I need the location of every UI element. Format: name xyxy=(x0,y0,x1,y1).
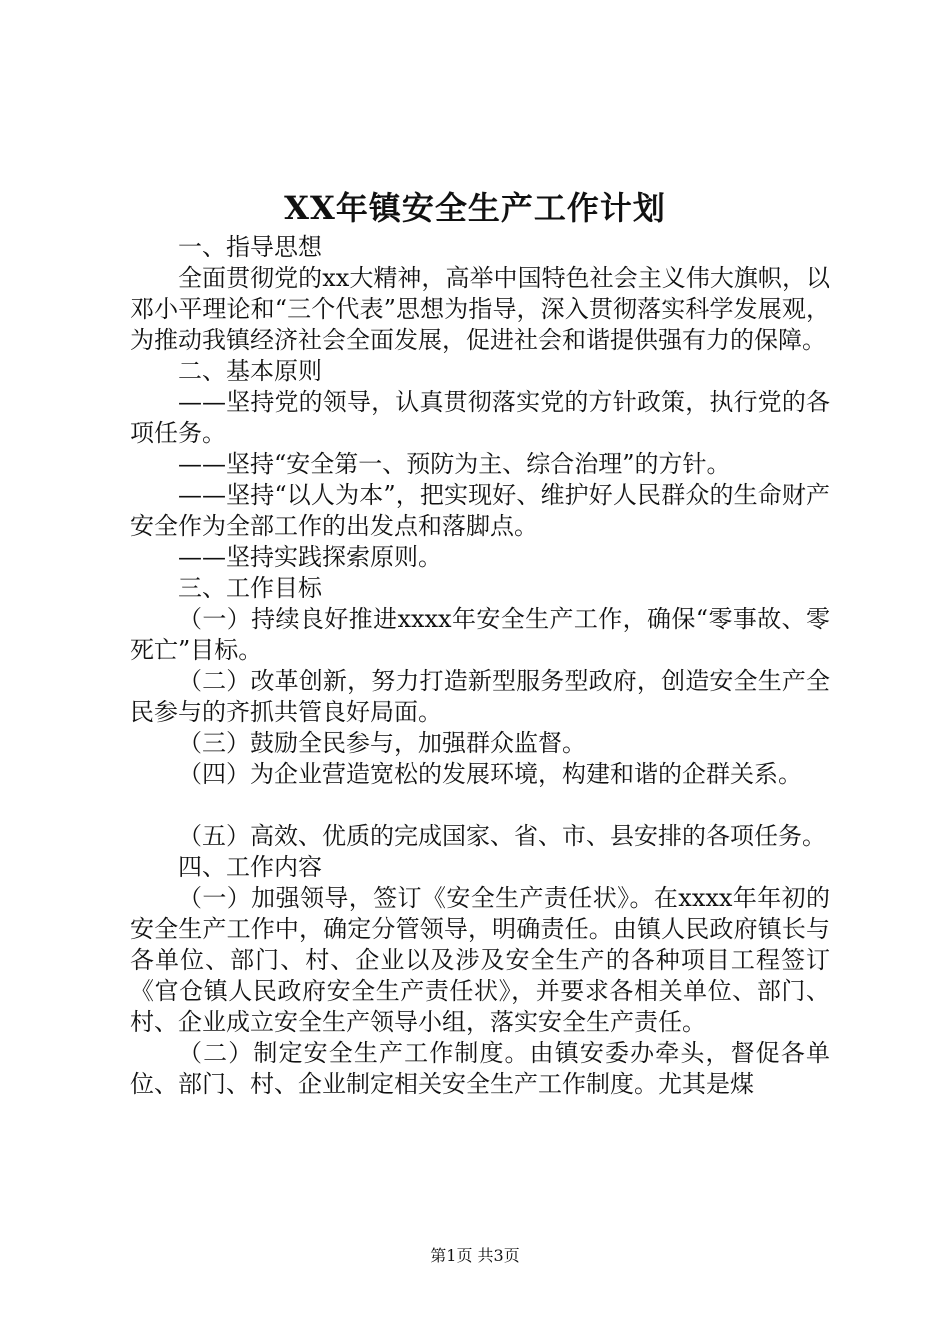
principle-item: ——坚持党的领导，认真贯彻落实党的方针政策，执行党的各项任务。 xyxy=(130,388,830,447)
goal-item: （一）持续良好推进xxxx年安全生产工作，确保“零事故、零死亡”目标。 xyxy=(130,605,830,664)
goal-item: （三）鼓励全民参与，加强群众监督。 xyxy=(178,729,586,757)
page-number-footer: 第1页 共3页 xyxy=(430,1246,520,1265)
section-heading-work-goals: 三、工作目标 xyxy=(178,574,322,602)
content-item: （二）制定安全生产工作制度。由镇安委办牵头，督促各单位、部门、村、企业制定相关安全生产工作制度。尤其是煤 xyxy=(130,1039,830,1098)
section-heading-basic-principles: 二、基本原则 xyxy=(178,357,322,385)
document-body xyxy=(130,232,830,1100)
goal-item: （四）为企业营造宽松的发展环境，构建和谐的企群关系。 xyxy=(178,760,802,788)
paragraph-gap xyxy=(130,790,830,821)
document-title: XX年镇安全生产工作计划 xyxy=(284,189,666,227)
goal-item: （五）高效、优质的完成国家、省、市、县安排的各项任务。 xyxy=(178,822,826,850)
content-item: （一）加强领导，签订《安全生产责任状》。在xxxx年年初的安全生产工作中，确定分管领导，明确责任。由镇人民政府镇长与各单位、部门、村、企业以及涉及安全生产的各种项目工程签订《官仓镇人民政府安全生产责任状》，并要求各相关单位、部门、村、企业成立安全生产领导小组，落实安全生产责任。 xyxy=(130,884,830,1036)
principle-item: ——坚持“安全第一、预防为主、综合治理”的方针。 xyxy=(178,450,731,478)
principle-item: ——坚持“以人为本”，把实现好、维护好人民群众的生命财产安全作为全部工作的出发点和落脚点。 xyxy=(130,481,830,540)
goal-item: （二）改革创新，努力打造新型服务型政府，创造安全生产全民参与的齐抓共管良好局面。 xyxy=(130,667,830,726)
section-heading-guiding-ideology: 一、指导思想 xyxy=(178,233,322,261)
principle-item: ——坚持实践探索原则。 xyxy=(178,543,442,571)
paragraph-guiding-ideology: 全面贯彻党的xx大精神，高举中国特色社会主义伟大旗帜，以邓小平理论和“三个代表”思想为指导，深入贯彻落实科学发展观，为推动我镇经济社会全面发展，促进社会和谐提供强有力的保障。 xyxy=(130,264,830,354)
section-heading-work-content: 四、工作内容 xyxy=(178,853,322,881)
